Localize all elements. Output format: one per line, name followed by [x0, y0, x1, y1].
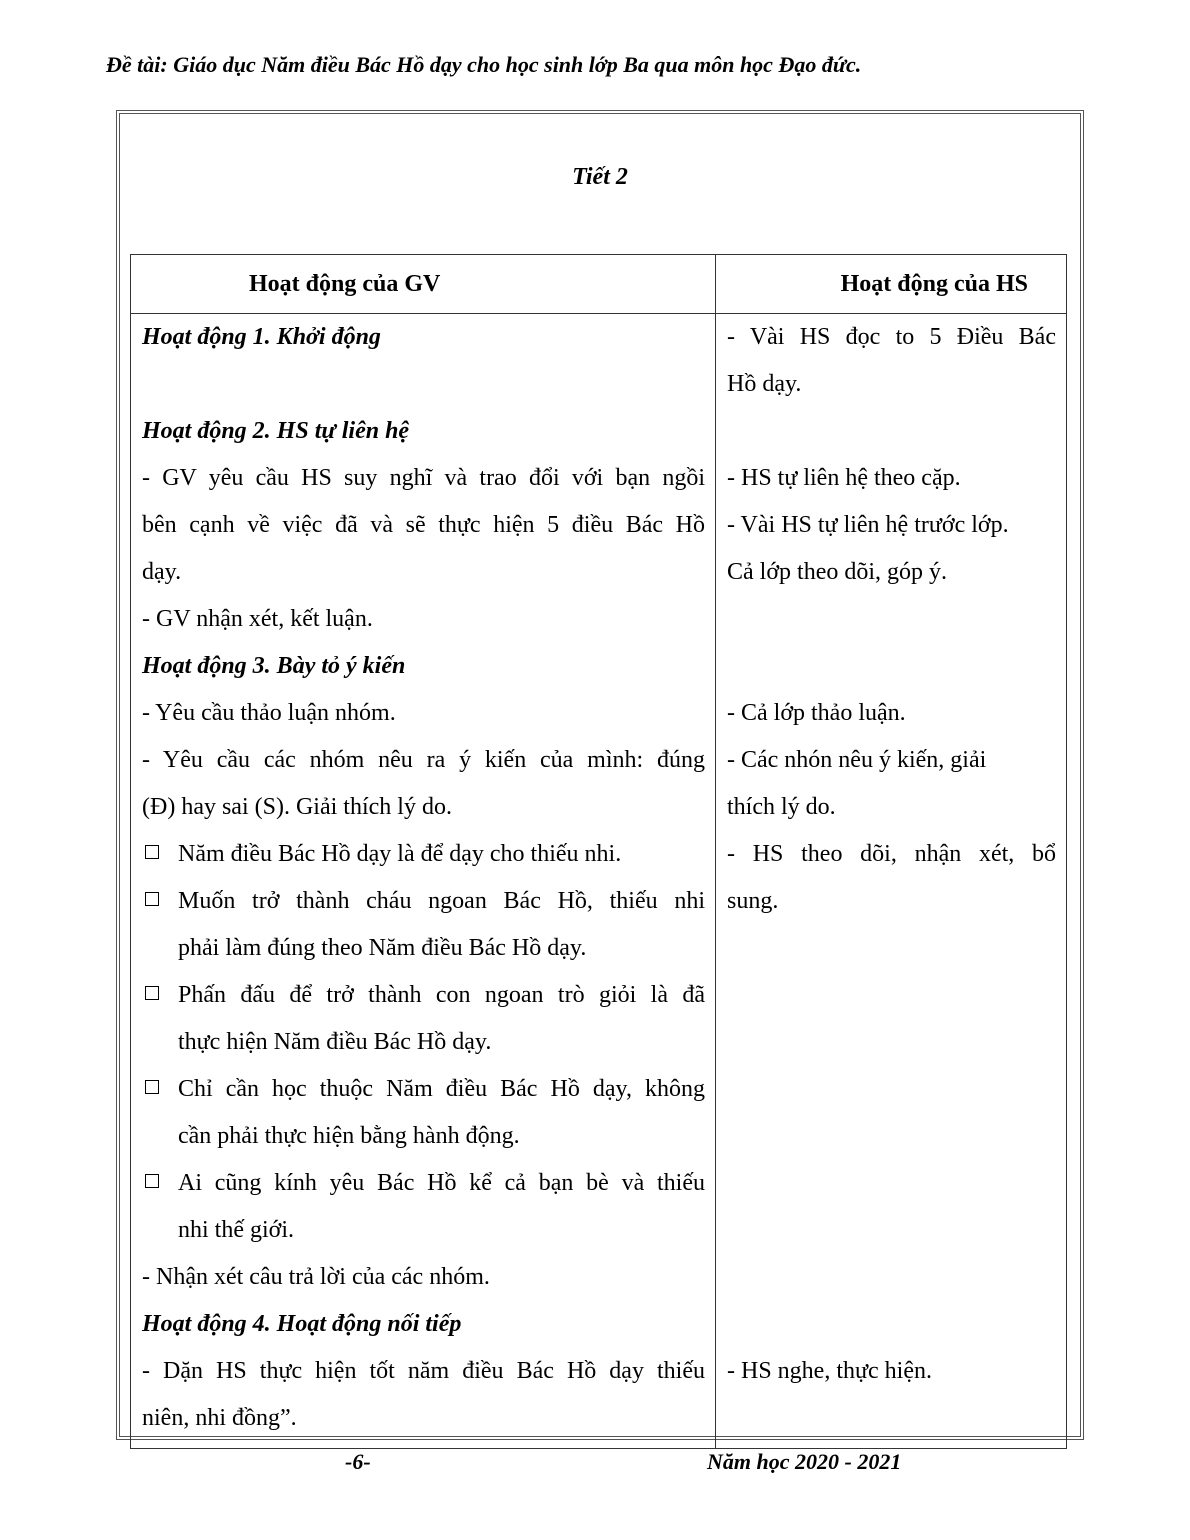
statement-item [142, 1160, 705, 1254]
gv-text-line: (Đ) hay sai (S). Giải thích lý do. [142, 794, 452, 820]
hs-text-line: thích lý do. [727, 794, 836, 820]
page-frame [116, 110, 1084, 1440]
statement-text: Phấn đấu để trở thành con ngoan trò giỏi là đã [178, 982, 705, 1008]
activity-heading: Hoạt động 1. Khởi động [142, 324, 381, 350]
activity-table [130, 254, 1067, 1449]
hs-text-line: - HS theo dõi, nhận xét, bổ [727, 841, 1056, 867]
document-header: Đề tài: Giáo dục Năm điều Bác Hồ dạy cho học sinh lớp Ba qua môn học Đạo đức. [106, 52, 862, 77]
statement-text: Muốn trở thành cháu ngoan Bác Hồ, thiếu nhi [178, 888, 705, 914]
gv-text-line: - GV nhận xét, kết luận. [142, 606, 373, 632]
hs-text-line: sung. [727, 888, 779, 914]
statement-item [142, 972, 705, 1066]
statement-text: Năm điều Bác Hồ dạy là để dạy cho thiếu nhi. [178, 841, 622, 867]
gv-text-line: dạy. [142, 559, 182, 585]
column-header-hs: Hoạt động của HS [716, 255, 1067, 314]
section-title: Tiết 2 [572, 164, 628, 190]
statement-text: Ai cũng kính yêu Bác Hồ kể cả bạn bè và thiếu [178, 1170, 705, 1196]
hs-text-line: - Vài HS tự liên hệ trước lớp. [727, 512, 1009, 538]
activity-heading: Hoạt động 2. HS tự liên hệ [142, 418, 410, 444]
activity-heading: Hoạt động 4. Hoạt động nối tiếp [142, 1311, 462, 1337]
statement-item [142, 878, 705, 972]
statement-text: cần phải thực hiện bằng hành động. [178, 1123, 520, 1149]
hs-text-line: Cả lớp theo dõi, góp ý. [727, 559, 948, 585]
hs-text-line: - Cả lớp thảo luận. [727, 700, 906, 726]
statement-item [142, 1066, 705, 1160]
checkbox-icon [145, 845, 159, 859]
statement-item [142, 831, 705, 878]
checkbox-icon [145, 1174, 159, 1188]
checkbox-icon [145, 892, 159, 906]
page-number: -6- [345, 1449, 371, 1474]
gv-text-line: - Yêu cầu các nhóm nêu ra ý kiến của mình: đúng [142, 747, 705, 773]
statement-text: thực hiện Năm điều Bác Hồ dạy. [178, 1029, 492, 1055]
gv-text-line: niên, nhi đồng”. [142, 1405, 297, 1431]
gv-text-line: - Yêu cầu thảo luận nhóm. [142, 700, 396, 726]
statement-text: Chỉ cần học thuộc Năm điều Bác Hồ dạy, không [178, 1076, 705, 1102]
checkbox-icon [145, 986, 159, 1000]
hs-text-line: - HS tự liên hệ theo cặp. [727, 465, 961, 491]
school-year: Năm học 2020 - 2021 [707, 1449, 902, 1474]
hs-activities-cell [716, 314, 1067, 1449]
gv-text-line: - Nhận xét câu trả lời của các nhóm. [142, 1264, 490, 1290]
hs-text-line: - Các nhón nêu ý kiến, giải [727, 747, 987, 773]
gv-text-line: - Dặn HS thực hiện tốt năm điều Bác Hồ dạy thiếu [142, 1358, 705, 1384]
gv-text-line: bên cạnh về việc đã và sẽ thực hiện 5 điều Bác Hồ [142, 512, 705, 538]
activity-heading: Hoạt động 3. Bày tỏ ý kiến [142, 653, 406, 679]
hs-text-line: Hồ dạy. [727, 371, 802, 397]
hs-text-line: - HS nghe, thực hiện. [727, 1358, 932, 1384]
statement-text: nhi thế giới. [178, 1217, 295, 1243]
statement-text: phải làm đúng theo Năm điều Bác Hồ dạy. [178, 935, 587, 961]
gv-text-line: - GV yêu cầu HS suy nghĩ và trao đổi với bạn ngồi [142, 465, 705, 491]
gv-activities-cell [131, 314, 716, 1449]
checkbox-icon [145, 1080, 159, 1094]
hs-text-line: - Vài HS đọc to 5 Điều Bác [727, 324, 1056, 350]
column-header-gv: Hoạt động của GV [131, 255, 716, 314]
